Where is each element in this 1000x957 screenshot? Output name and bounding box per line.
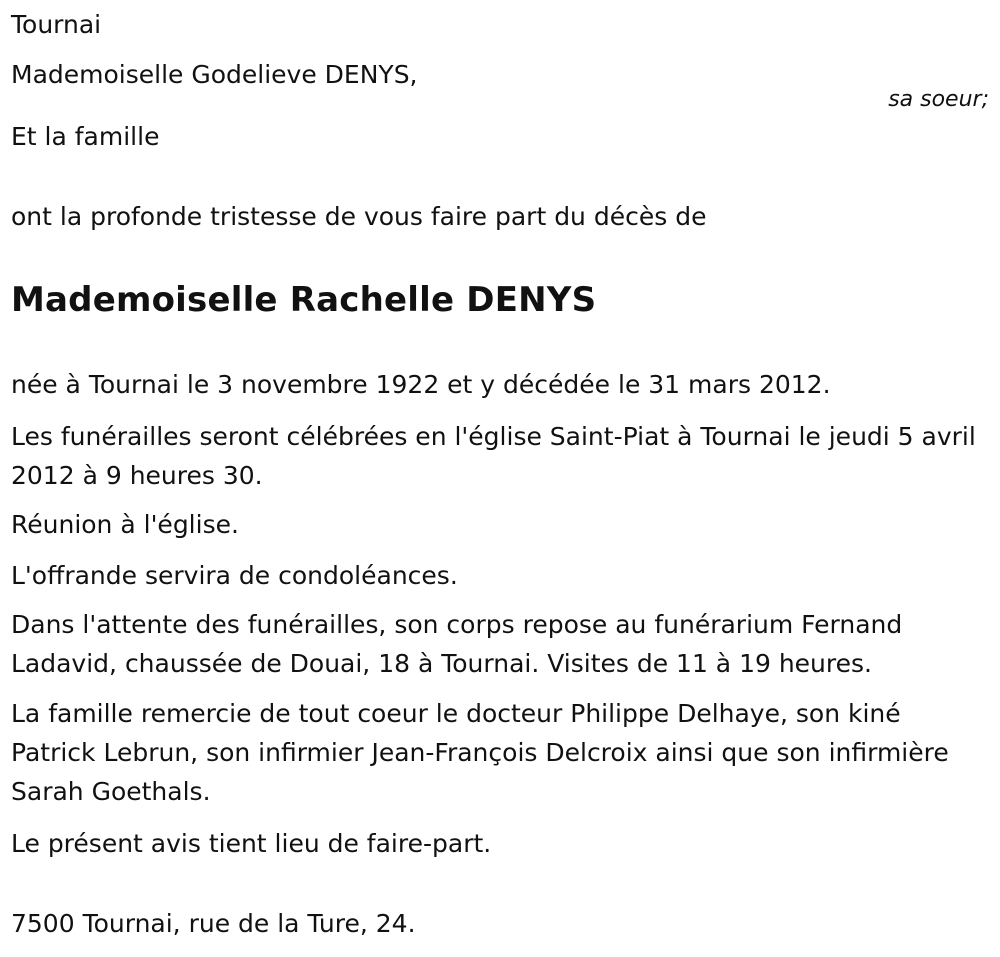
- visitation-paragraph: Dans l'attente des funérailles, son corps repose au funérarium Fernand Ladavid, chaussée de Douai, 18 à Tournai. Visites de 11 à 19 heures.: [11, 610, 903, 678]
- announcement-intro: ont la profonde tristesse de vous faire part du décès de: [11, 202, 707, 231]
- thanks-paragraph: La famille remercie de tout coeur le docteur Philippe Delhaye, son kiné Patrick Lebrun, son infirmier Jean-François Delcroix ainsi que son infirmière Sarah Goethals.: [11, 699, 949, 806]
- family-line: Et la famille: [11, 122, 160, 151]
- family-member-name: Mademoiselle Godelieve DENYS,: [11, 60, 418, 89]
- offering-paragraph: L'offrande servira de condoléances.: [11, 561, 458, 590]
- deceased-name: Mademoiselle Rachelle DENYS: [11, 280, 597, 320]
- funeral-paragraph: Les funérailles seront célébrées en l'église Saint-Piat à Tournai le jeudi 5 avril 2012 à 9 heures 30.: [11, 422, 976, 490]
- notice-paragraph: Le présent avis tient lieu de faire-part.: [11, 829, 492, 858]
- address-footer: 7500 Tournai, rue de la Ture, 24.: [11, 909, 416, 938]
- family-member-relation: sa soeur;: [888, 87, 989, 112]
- city-heading: Tournai: [11, 10, 102, 39]
- birth-death-paragraph: née à Tournai le 3 novembre 1922 et y décédée le 31 mars 2012.: [11, 370, 831, 399]
- meeting-paragraph: Réunion à l'église.: [11, 510, 239, 539]
